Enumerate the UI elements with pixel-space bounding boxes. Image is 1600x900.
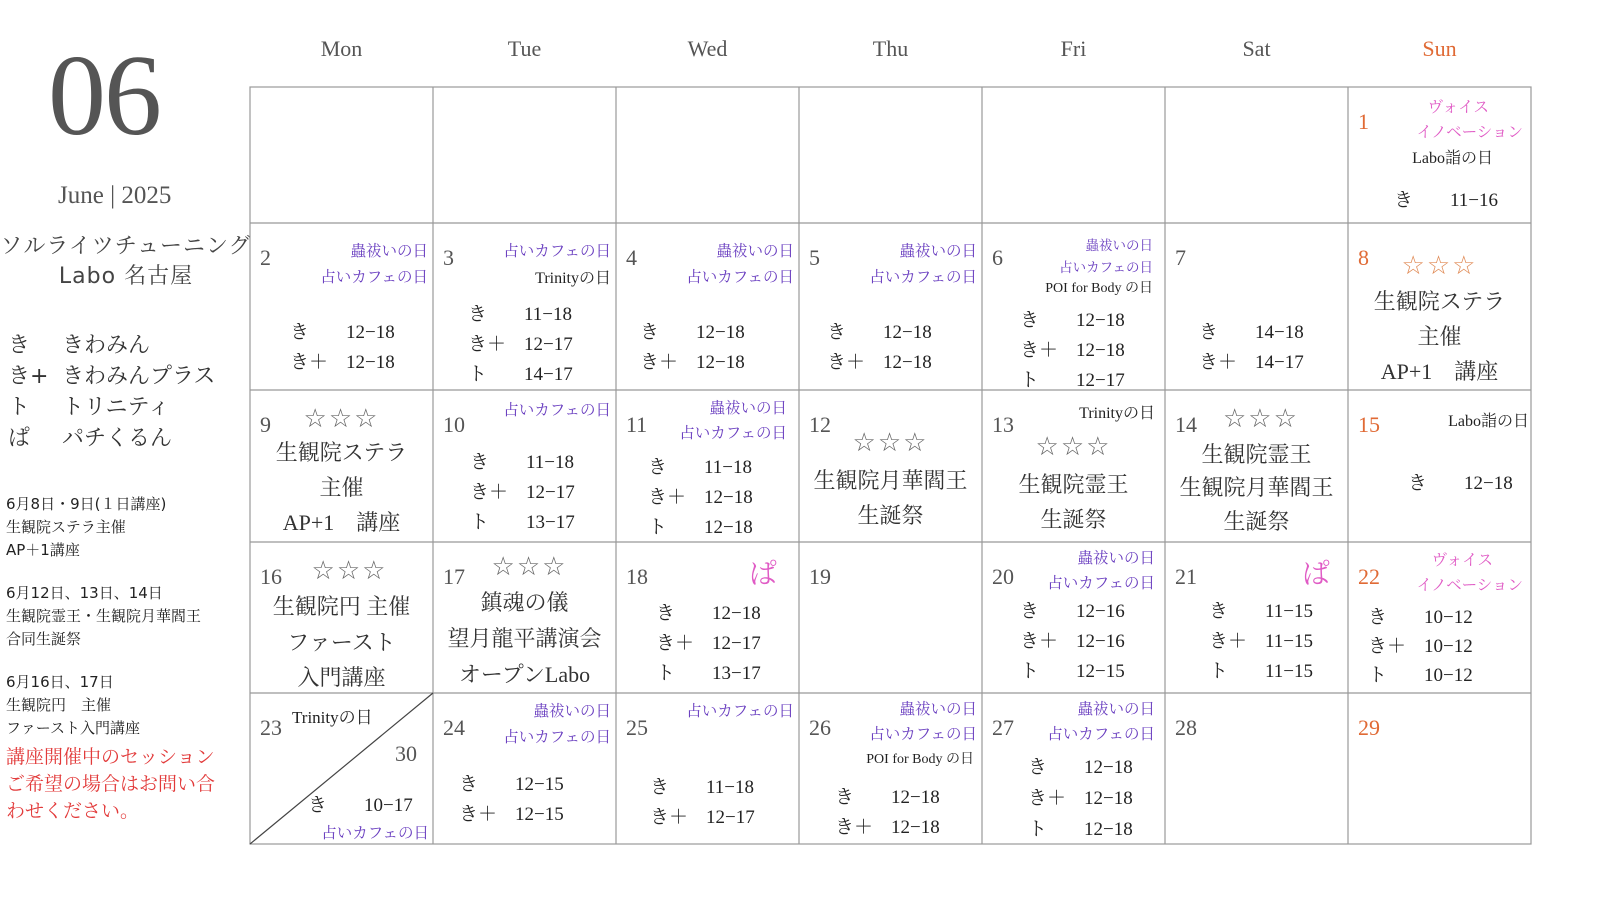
event-title: 生観院月華閻王 xyxy=(1179,475,1334,500)
event-title: 生観院霊王 xyxy=(1201,442,1312,467)
session-row: き 12−18 xyxy=(1408,473,1513,494)
session-row: き＋ 12−18 xyxy=(1020,340,1125,361)
day-cell-1[interactable] xyxy=(1348,87,1531,223)
day-cell-17[interactable] xyxy=(433,542,616,693)
event-title: オープンLabo xyxy=(458,662,591,687)
event-title: 生誕祭 xyxy=(857,503,924,528)
weekday-wed: Wed xyxy=(687,36,728,61)
contact-notice: 講座開催中のセッション ご希望の場合はお問い合 わせください。 xyxy=(6,746,216,822)
day-number: 10 xyxy=(443,412,465,437)
event-voice: ヴォイス xyxy=(1431,552,1493,569)
event-label: 占いカフェの日 xyxy=(869,269,977,286)
session-row: き 11−18 xyxy=(648,457,753,478)
weekday-thu: Thu xyxy=(872,36,909,61)
session-row: ト 12−15 xyxy=(1020,661,1125,682)
day-number: 20 xyxy=(992,564,1014,589)
event-label: 占いカフェの日 xyxy=(686,269,794,286)
day-cell-26[interactable] xyxy=(799,693,982,844)
event-title: 入門講座 xyxy=(297,665,386,690)
event-label: 占いカフェの日 xyxy=(321,825,429,842)
session-row: き＋ 12−15 xyxy=(459,804,564,825)
event-title: AP+1 講座 xyxy=(1380,359,1499,384)
studio-line-2: Labo 名古屋 xyxy=(58,264,194,289)
day-number: 23 xyxy=(260,715,282,740)
day-cell-14[interactable] xyxy=(1165,390,1348,542)
legend-item: ぱ パチくるん xyxy=(8,426,173,451)
day-cell-10[interactable] xyxy=(433,390,616,542)
event-label: 蟲祓いの日 xyxy=(1085,238,1153,253)
day-cell-15[interactable] xyxy=(1348,390,1531,542)
day-number: 19 xyxy=(809,564,831,589)
event-label: 占いカフェの日 xyxy=(869,726,977,743)
event-title: 生誕祭 xyxy=(1223,509,1290,534)
session-row: き 12−18 xyxy=(1028,757,1133,778)
event-title: 主催 xyxy=(1417,324,1462,349)
session-row: き 12−18 xyxy=(290,322,395,343)
event-label: 占いカフェの日 xyxy=(1047,726,1155,743)
session-row: き＋ 12−17 xyxy=(470,482,575,503)
event-label: 占いカフェの日 xyxy=(320,269,428,286)
session-row: き 14−18 xyxy=(1199,322,1304,343)
day-cell-11[interactable] xyxy=(616,390,799,542)
day-number: 3 xyxy=(443,245,454,270)
day-cell-6[interactable] xyxy=(982,223,1165,390)
star-rating-icon: ☆☆☆ xyxy=(852,428,929,457)
event-title: 主催 xyxy=(319,475,364,500)
day-number: 18 xyxy=(626,564,648,589)
session-row: き 11−15 xyxy=(1209,601,1314,622)
day-cell-20[interactable] xyxy=(982,542,1165,693)
day-number: 15 xyxy=(1358,412,1380,437)
day-number: 28 xyxy=(1175,715,1197,740)
session-row: き 10−12 xyxy=(1368,607,1473,628)
star-rating-icon: ☆☆☆ xyxy=(303,404,380,433)
session-row: ト 13−17 xyxy=(470,512,575,533)
day-cell-5[interactable] xyxy=(799,223,982,390)
star-rating-icon: ☆☆☆ xyxy=(491,552,568,581)
event-title: 生観院霊王 xyxy=(1018,472,1129,497)
star-rating-icon: ☆☆☆ xyxy=(1223,404,1299,433)
weekday-mon: Mon xyxy=(320,36,363,61)
session-row: き＋ 12−18 xyxy=(1028,788,1133,809)
session-row: き＋ 14−17 xyxy=(1199,352,1304,373)
day-number: 5 xyxy=(809,245,820,270)
legend-item: き+ きわみんプラス xyxy=(8,364,216,389)
day-cell-16[interactable] xyxy=(250,542,433,693)
event-label: 蟲祓いの日 xyxy=(899,243,977,260)
day-cell-7[interactable] xyxy=(1165,223,1348,390)
event-label: 占いカフェの日 xyxy=(686,703,794,720)
day-cell-12[interactable] xyxy=(799,390,982,542)
event-innovation: イノベーション xyxy=(1416,577,1523,594)
event-label: 占いカフェの日 xyxy=(503,243,611,260)
day-number: 29 xyxy=(1358,715,1380,740)
star-rating-icon: ☆☆☆ xyxy=(1401,251,1478,280)
event-label: Trinityの日 xyxy=(1079,405,1155,422)
day-cell-29[interactable] xyxy=(1348,693,1531,844)
day-cell-13[interactable] xyxy=(982,390,1165,542)
star-rating-icon: ☆☆☆ xyxy=(1035,432,1112,461)
event-title: 生観院ステラ xyxy=(275,440,408,465)
day-number: 8 xyxy=(1358,245,1369,270)
session-row: き 12−15 xyxy=(459,774,564,795)
session-row: き 12−18 xyxy=(656,603,761,624)
event-label: 蟲祓いの日 xyxy=(350,243,428,260)
session-row: き 11−18 xyxy=(470,452,575,473)
session-row: き＋ 12−18 xyxy=(827,352,932,373)
month-label: June | 2025 xyxy=(58,182,172,209)
session-row: き 10−17 xyxy=(308,795,413,816)
weekday-sat: Sat xyxy=(1242,36,1271,61)
studio-line-1: ソルライツチューニング xyxy=(0,234,252,259)
session-row: き＋ 12−18 xyxy=(290,352,395,373)
event-label: 蟲祓いの日 xyxy=(716,243,794,260)
event-label: 蟲祓いの日 xyxy=(533,703,611,720)
session-row: ト 12−18 xyxy=(1028,819,1133,840)
session-row: ト 10−12 xyxy=(1368,665,1473,686)
day-cell-4[interactable] xyxy=(616,223,799,390)
event-innovation: イノベーション xyxy=(1416,124,1523,141)
legend-item: ト トリニティ xyxy=(8,395,170,420)
day-cell-28[interactable] xyxy=(1165,693,1348,844)
session-row: き 12−18 xyxy=(827,322,932,343)
event-label: 占いカフェの日 xyxy=(1047,575,1155,592)
session-row: き 11−18 xyxy=(468,304,573,325)
month-number: 06 xyxy=(48,32,160,160)
session-row: ト 12−17 xyxy=(1020,370,1125,390)
event-label: 蟲祓いの日 xyxy=(1077,701,1155,718)
day-number: 1 xyxy=(1358,109,1369,134)
course-notes: 6月8日・9日(１日講座) 生観院ステラ主催 AP＋1講座 6月12日、13日、14日 生観院霊王・生観院月華閻王 合同生誕祭 6月16日、17日 生観院円 主催 ファースト入門講座 xyxy=(6,495,202,737)
day-number: 4 xyxy=(626,245,637,270)
day-number: 12 xyxy=(809,412,831,437)
day-cell-21[interactable] xyxy=(1165,542,1348,693)
session-row: き＋ 10−12 xyxy=(1368,636,1473,657)
event-label: Labo詣の日 xyxy=(1448,413,1529,430)
day-cell-23-30[interactable] xyxy=(250,693,433,844)
session-row: ト 13−17 xyxy=(656,663,761,684)
day-cell-8[interactable] xyxy=(1348,223,1531,390)
session-row: ト 12−18 xyxy=(648,517,753,538)
event-label: 占いカフェの日 xyxy=(1059,260,1153,275)
day-number: 9 xyxy=(260,412,271,437)
day-cell-9[interactable] xyxy=(250,390,433,542)
day-cell-3[interactable] xyxy=(433,223,616,390)
session-row: き 11−16 xyxy=(1394,190,1499,211)
day-number-30: 30 xyxy=(395,741,417,766)
session-row: ト 14−17 xyxy=(468,364,573,385)
session-row: き＋ 12−17 xyxy=(656,633,761,654)
event-label: 蟲祓いの日 xyxy=(709,400,787,417)
day-cell-19[interactable] xyxy=(799,542,982,693)
day-number: 16 xyxy=(260,564,282,589)
event-label: POI for Body の日 xyxy=(866,752,974,767)
day-number: 25 xyxy=(626,715,648,740)
day-number: 17 xyxy=(443,564,465,589)
weekday-fri: Fri xyxy=(1060,36,1087,61)
day-number: 22 xyxy=(1358,564,1380,589)
session-row: き 12−18 xyxy=(835,787,940,808)
event-label: 蟲祓いの日 xyxy=(899,701,977,718)
star-rating-icon: ☆☆☆ xyxy=(311,556,388,585)
session-row: き＋ 12−18 xyxy=(640,352,745,373)
day-number: 13 xyxy=(992,412,1014,437)
event-title: 生観院円 主催 xyxy=(272,594,411,619)
weekday-tue: Tue xyxy=(507,36,542,61)
session-row: き 12−18 xyxy=(640,322,745,343)
day-cell-22[interactable] xyxy=(1348,542,1531,693)
day-number: 26 xyxy=(809,715,831,740)
day-cell-25[interactable] xyxy=(616,693,799,844)
event-title: 生観院ステラ xyxy=(1373,289,1506,314)
day-cell-24[interactable] xyxy=(433,693,616,844)
day-cell-2[interactable] xyxy=(250,223,433,390)
event-title: 生誕祭 xyxy=(1040,507,1107,532)
event-label: 占いカフェの日 xyxy=(503,729,611,746)
day-number: 11 xyxy=(626,412,648,437)
event-title: 鎮魂の儀 xyxy=(480,590,569,615)
event-label: Trinityの日 xyxy=(535,270,611,287)
day-number: 24 xyxy=(443,715,465,740)
event-title: AP+1 講座 xyxy=(282,510,401,535)
session-row: き＋ 12−17 xyxy=(468,334,573,355)
event-labo-visit: Labo詣の日 xyxy=(1412,150,1493,167)
day-cell-27[interactable] xyxy=(982,693,1165,844)
pachikurun-mark: ぱ xyxy=(748,559,777,590)
session-row: ト 11−15 xyxy=(1209,661,1314,682)
event-title: ファースト xyxy=(287,630,396,655)
event-label: 蟲祓いの日 xyxy=(1077,550,1155,567)
event-voice: ヴォイス xyxy=(1427,99,1489,116)
event-title: 生観院月華閻王 xyxy=(813,468,968,493)
day-number: 21 xyxy=(1175,564,1197,589)
pachikurun-mark: ぱ xyxy=(1301,559,1330,590)
day-number: 7 xyxy=(1175,245,1186,270)
day-cell-18[interactable] xyxy=(616,542,799,693)
session-row: き＋ 12−17 xyxy=(650,807,755,828)
weekday-sun: Sun xyxy=(1422,36,1457,61)
day-number: 6 xyxy=(992,245,1003,270)
day-number: 27 xyxy=(992,715,1014,740)
session-row: き＋ 12−18 xyxy=(648,487,753,508)
session-row: き＋ 12−16 xyxy=(1020,631,1125,652)
session-row: き＋ 12−18 xyxy=(835,817,940,838)
day-number: 14 xyxy=(1175,412,1197,437)
session-row: き 12−16 xyxy=(1020,601,1125,622)
event-label: POI for Body の日 xyxy=(1045,281,1153,296)
legend-item: き きわみん xyxy=(8,333,151,358)
event-label: 占いカフェの日 xyxy=(679,425,787,442)
session-row: き＋ 11−15 xyxy=(1209,631,1314,652)
day-number: 2 xyxy=(260,245,271,270)
event-label: 占いカフェの日 xyxy=(503,402,611,419)
event-label: Trinityの日 xyxy=(292,708,373,727)
event-title: 望月龍平講演会 xyxy=(447,626,602,651)
session-row: き 12−18 xyxy=(1020,310,1125,331)
session-row: き 11−18 xyxy=(650,777,755,798)
